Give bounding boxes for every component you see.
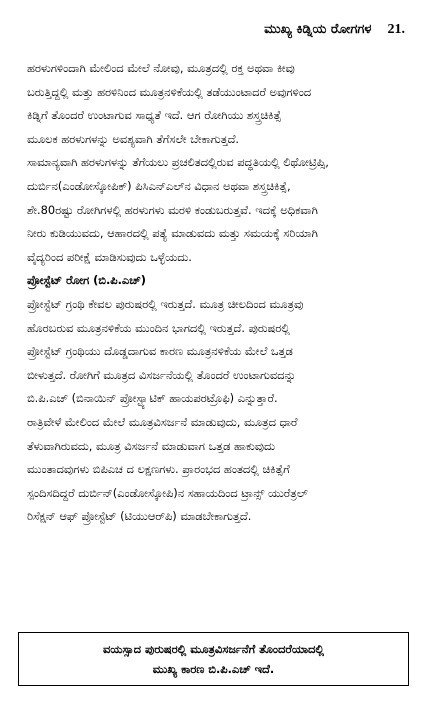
text-line: ತೆಳುವಾಗಿರುವದು, ಮೂತ್ರ ವಿಸರ್ಜನೆ ಮಾಡುವಾಗ ಒತ್ತಡ ಹಾಕುವುದು bbox=[27, 438, 275, 453]
callout-line: ವಯಸ್ಸಾದ ಪುರುಷರಲ್ಲಿ ಮೂತ್ರವಿಸರ್ಜನೆಗೆ ತೊಂದರೆಯಾದಲ್ಲಿ bbox=[102, 642, 325, 656]
running-header-title: ಮುಖ್ಯ ಕಿಡ್ನಿಯ ರೋಗಗಳ bbox=[264, 22, 372, 37]
paragraph-prostate-gland bbox=[27, 293, 402, 411]
text-line: ಹೊರಬರುವ ಮೂತ್ರನಳಿಕೆಯ ಮುಂದಿನ ಭಾಗದಲ್ಲಿ ಇರುತ್ತದೆ. ಪುರುಷರಲ್ಲಿ bbox=[27, 320, 290, 335]
text-line: ದುರ್ಬಿನ(ಎಂಡೋಸ್ಕೋಪಿಕ್) ಪಿಸಿಎನ್‌ಎಲ್‌ನ ವಿಧಾನ ಅಥವಾ ಶಸ್ತ್ರಚಿಕಿತ್ಸೆ, bbox=[27, 178, 291, 193]
text-line: ಶೇ.80ರಷ್ಟು ರೋಗಿಗಳಲ್ಲಿ ಹರಳುಗಳು ಮರಳಿ ಕಂಡುಬರುತ್ತವೆ. ಇದಕ್ಕೆ ಅಧಿಕವಾಗಿ bbox=[27, 202, 318, 217]
text-line: ಪ್ರೋಸ್ಟೆಟ್ ಗ್ರಂಥಿಯು ದೊಡ್ಡದಾಗುವ ಕಾರಣ ಮೂತ್ರನಳಿಕೆಯ ಮೇಲೆ ಒತ್ತಡ bbox=[27, 344, 293, 359]
page-number: 21. bbox=[387, 22, 405, 37]
callout-line: ಮುಖ್ಯ ಕಾರಣ ಬಿ.ಪಿ.ಎಚ್ ಇದೆ. bbox=[152, 662, 275, 676]
text-line: ಬರುತ್ತಿದ್ದಲ್ಲಿ ಮತ್ತು ಹರಳಿನಿಂದ ಮೂತ್ರನಳಿಕೆಯಲ್ಲಿ ತಡೆಯುಂಟಾದರೆ ಅವುಗಳಿಂದ bbox=[27, 84, 312, 99]
text-line: ಸ್ಪಂದಿಸದಿದ್ದರೆ ದುರ್ಬಿನ್(ಎಂಡೋಸ್ಕೋಪಿ)ನ ಸಹಾಯದಿಂದ ಟ್ರಾನ್ಸ್ ಯುರೆತ್ರಲ್ bbox=[27, 485, 308, 500]
text-line: ಬಿ.ಪಿ.ಎಚ್ (ಬಿನಾಯಿನ್ ಪ್ರೋಸ್ಟ್ಯಾಟಿಕ್ ಹಾಯಪರಟ್ರೊಫಿ) ಎನ್ನುತ್ತಾರೆ. bbox=[27, 391, 278, 406]
main-text bbox=[27, 57, 402, 529]
text-line: ವೈದ್ಯರಿಂದ ಪರೀಕ್ಷೆ ಮಾಡಿಸುವುದು ಒಳ್ಳೆಯದು. bbox=[27, 249, 192, 264]
text-line: ಮೂಲಕ ಹರಳುಗಳನ್ನು ಅವಶ್ಯವಾಗಿ ತೆಗೆಸಲೇ ಬೇಕಾಗುತ್ತದೆ. bbox=[27, 131, 240, 146]
page-header bbox=[264, 22, 405, 38]
paragraph-stone-treatment bbox=[27, 151, 402, 269]
text-line: ಕಿಡ್ನಿಗೆ ತೊಂದರೆ ಉಂಟಾಗುವ ಸಾಧ್ಯತೆ ಇದೆ. ಆಗ ರೋಗಿಯು ಶಸ್ತ್ರಚಿಕಿತ್ಸೆ bbox=[27, 108, 282, 123]
text-line: ನೀರು ಕುಡಿಯುವದು, ಆಹಾರದಲ್ಲಿ ಪತ್ಯೆ ಮಾಡುವದು ಮತ್ತು ಸಮಯಕ್ಕೆ ಸರಿಯಾಗಿ bbox=[27, 226, 318, 241]
text-line: ಸಾಮಾನ್ಯವಾಗಿ ಹರಳುಗಳನ್ನು ತೆಗೆಯಲು ಪ್ರಚಲಿತದಲ್ಲಿರುವ ಪದ್ಧತಿಯಲ್ಲಿ ಲಿಥೋಟ್ರಿಪ್ಸಿ, bbox=[27, 155, 329, 170]
text-line: ರಾತ್ರಿವೇಳೆ ಮೇಲಿಂದ ಮೇಲೆ ಮೂತ್ರವಿಸರ್ಜನೆ ಮಾಡುವುದು, ಮೂತ್ರದ ಧಾರೆ bbox=[27, 414, 298, 429]
text-line: ಮುಂತಾದವುಗಳು ಬಿಪಿಎಚ ದ ಲಕ್ಷಣಗಳು. ಪ್ರಾರಂಭದ ಹಂತದಲ್ಲಿ ಚಿಕಿತ್ಸೆಗೆ bbox=[27, 462, 290, 477]
paragraph-kidney-stone-complications bbox=[27, 57, 402, 151]
section-heading-prostate: ಪ್ರೋಸ್ಟೆಟ್ ರೋಗ (ಬಿ.ಪಿ.ಎಚ್) bbox=[27, 273, 146, 288]
text-line: ಹರಳುಗಳಿಂದಾಗಿ ಮೇಲಿಂದ ಮೇಲೆ ನೋವು, ಮೂತ್ರದಲ್ಲಿ ರಕ್ತ ಅಥವಾ ಕೀವು bbox=[27, 61, 295, 75]
paragraph-bph-symptoms bbox=[27, 411, 402, 529]
text-line: ರಿಸೆಕ್ಷನ್ ಆಫ್ ಪ್ರೋಸ್ಟೆಟ್ (ಟಿಯುಆರ್‌ಪಿ) ಮಾಡಬೇಕಾಗುತ್ತದೆ. bbox=[27, 509, 252, 524]
text-line: ಬೀಳುತ್ತದೆ. ರೋಗಿಗೆ ಮೂತ್ರದ ವಿಸರ್ಜನೆಯಲ್ಲಿ ತೊಂದರೆ ಉಂಟಾಗುವದನ್ನು bbox=[27, 367, 296, 382]
callout-box bbox=[18, 632, 409, 686]
text-line: ಪ್ರೋಸ್ಟೆಟ್ ಗ್ರಂಥಿ ಕೇವಲ ಪುರುಷರಲ್ಲಿ ಇರುತ್ತದೆ. ಮೂತ್ರ ಚೀಲದಿಂದ ಮೂತ್ರವು bbox=[27, 296, 304, 311]
